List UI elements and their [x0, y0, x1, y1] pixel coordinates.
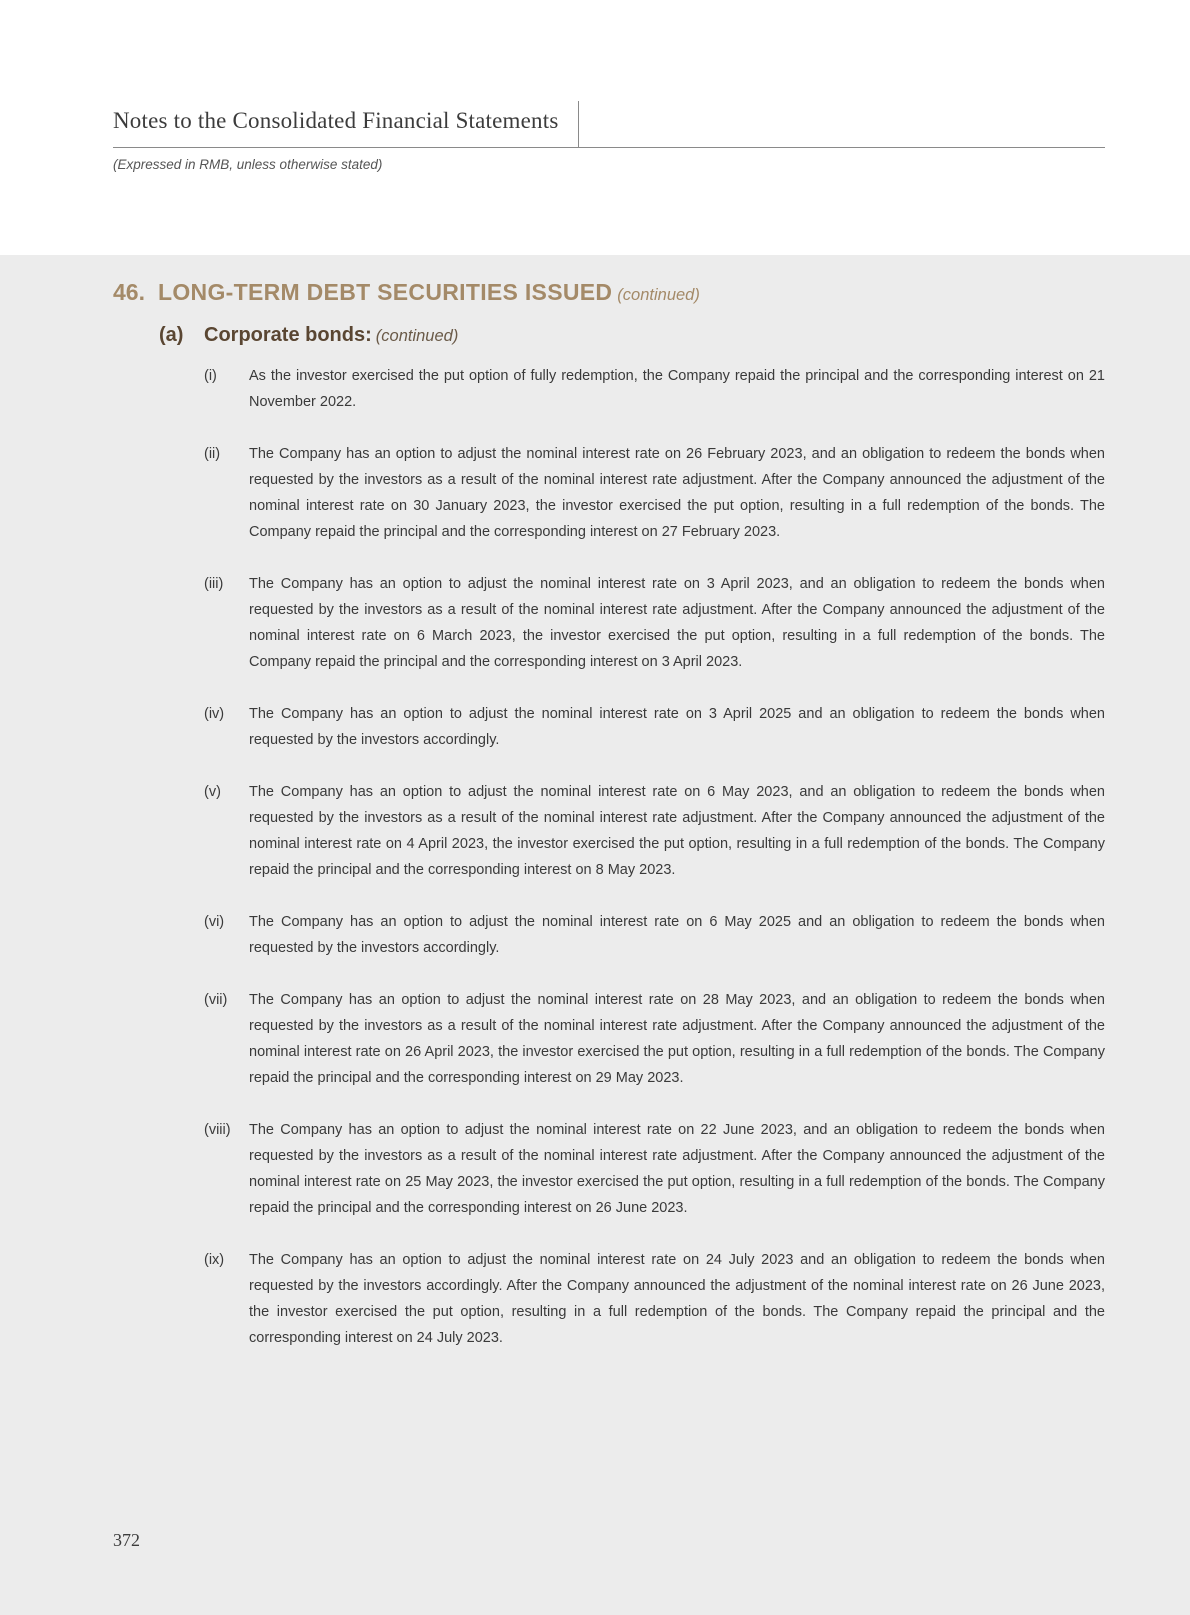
item-text: The Company has an option to adjust the nominal interest rate on 24 July 2023 and an obligation to redeem the bonds when requested by the investors accordingly. After the Company announced the adjustment of the nominal interest rate on 26 June 2023, the investor exercised the put option, resulting in a full redemption of the bonds. The Company repaid the principal and the corresponding interest on 24 July 2023.: [249, 1252, 1105, 1346]
item-label: (ii): [204, 446, 221, 462]
item-label: (viii): [204, 1122, 231, 1138]
item-text: The Company has an option to adjust the nominal interest rate on 3 April 2025 and an obligation to redeem the bonds when requested by the investors accordingly.: [249, 706, 1105, 748]
subsection-label: (a): [159, 324, 184, 346]
section-title: LONG-TERM DEBT SECURITIES ISSUED: [158, 279, 613, 305]
item-label: (v): [204, 784, 221, 800]
header-vertical-divider: [578, 101, 579, 147]
item-text: The Company has an option to adjust the nominal interest rate on 28 May 2023, and an obligation to redeem the bonds when requested by the investors as a result of the nominal interest rate adjustment. After the Company announced the adjustment of the nominal interest rate on 26 April 2023, the investor exercised the put option, resulting in a full redemption of the bonds. The Company repaid the principal and the corresponding interest on 29 May 2023.: [249, 992, 1105, 1086]
item-text: The Company has an option to adjust the nominal interest rate on 3 April 2023, and an obligation to redeem the bonds when requested by the investors as a result of the nominal interest rate adjustment. After the Company announced the adjustment of the nominal interest rate on 6 March 2023, the investor exercised the put option, resulting in a full redemption of the bonds. The Company repaid the principal and the corresponding interest on 3 April 2023.: [249, 576, 1105, 670]
section-heading: [113, 279, 700, 306]
page-subtitle: (Expressed in RMB, unless otherwise stated): [113, 157, 383, 172]
item-label: (i): [204, 368, 217, 384]
subsection-title: Corporate bonds:: [204, 324, 372, 346]
subsection-heading: [159, 324, 458, 347]
item-label: (vi): [204, 914, 225, 930]
page-number: 372: [113, 1530, 140, 1550]
list-item: [204, 987, 1105, 1091]
item-text: As the investor exercised the put option of fully redemption, the Company repaid the principal and the corresponding interest on 21 November 2022.: [249, 368, 1105, 410]
list-item: [204, 363, 1105, 415]
item-text: The Company has an option to adjust the nominal interest rate on 6 May 2023, and an obligation to redeem the bonds when requested by the investors as a result of the nominal interest rate adjustment. After the Company announced the adjustment of the nominal interest rate on 4 April 2023, the investor exercised the put option, resulting in a full redemption of the bonds. The Company repaid the principal and the corresponding interest on 8 May 2023.: [249, 784, 1105, 878]
section-number: 46.: [113, 279, 145, 305]
item-text: The Company has an option to adjust the nominal interest rate on 22 June 2023, and an obligation to redeem the bonds when requested by the investors as a result of the nominal interest rate adjustment. After the Company announced the adjustment of the nominal interest rate on 25 May 2023, the investor exercised the put option, resulting in a full redemption of the bonds. The Company repaid the principal and the corresponding interest on 26 June 2023.: [249, 1122, 1105, 1216]
item-label: (iv): [204, 706, 225, 722]
list-item: [204, 779, 1105, 883]
list-item: [204, 1247, 1105, 1351]
list-item: [204, 1117, 1105, 1221]
section-continued-label: (continued): [617, 286, 700, 304]
note-items-list: [204, 363, 1105, 1377]
item-label: (ix): [204, 1252, 225, 1268]
item-text: The Company has an option to adjust the nominal interest rate on 26 February 2023, and an obligation to redeem the bonds when requested by the investors as a result of the nominal interest rate adjustment. After the Company announced the adjustment of the nominal interest rate on 30 January 2023, the investor exercised the put option, resulting in a full redemption of the bonds. The Company repaid the principal and the corresponding interest on 27 February 2023.: [249, 446, 1105, 540]
page-header: [0, 0, 1190, 255]
page-title: Notes to the Consolidated Financial Statements: [113, 108, 559, 133]
content-area: [0, 255, 1190, 1615]
header-horizontal-divider: [113, 147, 1105, 148]
item-label: (vii): [204, 992, 228, 1008]
list-item: [204, 701, 1105, 753]
item-label: (iii): [204, 576, 224, 592]
subsection-continued-label: (continued): [375, 327, 459, 345]
item-text: The Company has an option to adjust the nominal interest rate on 6 May 2025 and an obligation to redeem the bonds when requested by the investors accordingly.: [249, 914, 1105, 956]
list-item: [204, 571, 1105, 675]
list-item: [204, 909, 1105, 961]
list-item: [204, 441, 1105, 545]
